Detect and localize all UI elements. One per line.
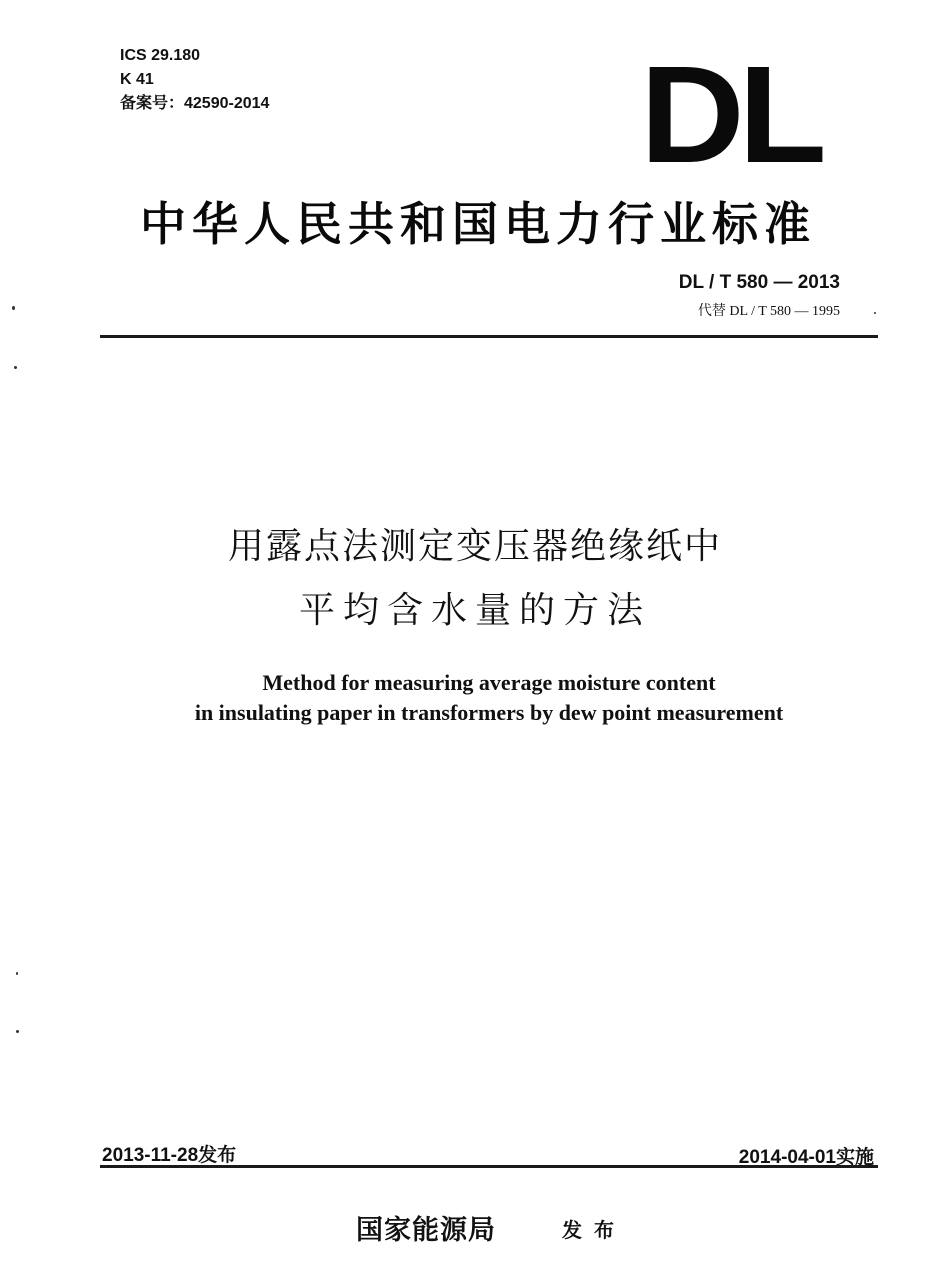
- classification-block: [120, 44, 269, 116]
- chinese-title-line-1: 用露点法测定变压器绝缘纸中: [227, 526, 722, 567]
- scan-speck: [16, 972, 18, 975]
- english-title-line-2: in insulating paper in transformers by dew point measurement: [194, 700, 784, 725]
- top-divider: [100, 335, 878, 338]
- chinese-title-line-2: 平均含水量的方法: [298, 590, 651, 631]
- standard-number: DL / T 580 — 2013: [678, 272, 840, 293]
- issue-date: 2013-11-28发布: [102, 1145, 237, 1166]
- english-title-line-1: Method for measuring average moisture content: [262, 670, 716, 695]
- standard-category-title: 中华人民共和国电力行业标准: [140, 197, 816, 251]
- dl-logo: DL: [640, 38, 821, 192]
- publish-label: 发布: [562, 1218, 626, 1242]
- ics-code: ICS 29.180: [120, 47, 201, 64]
- bottom-divider: [100, 1165, 878, 1168]
- scan-speck: [14, 366, 17, 369]
- scan-speck: [874, 312, 876, 314]
- replaces-standard: 代替 DL / T 580 — 1995: [697, 304, 840, 319]
- scan-speck: [16, 1030, 19, 1033]
- implementation-date: 2014-04-01实施: [738, 1147, 874, 1168]
- publisher-name: 国家能源局: [356, 1215, 496, 1246]
- record-number: 备案号：42590-2014: [120, 95, 270, 112]
- classification-code: K 41: [120, 71, 154, 88]
- scan-speck: [12, 306, 15, 310]
